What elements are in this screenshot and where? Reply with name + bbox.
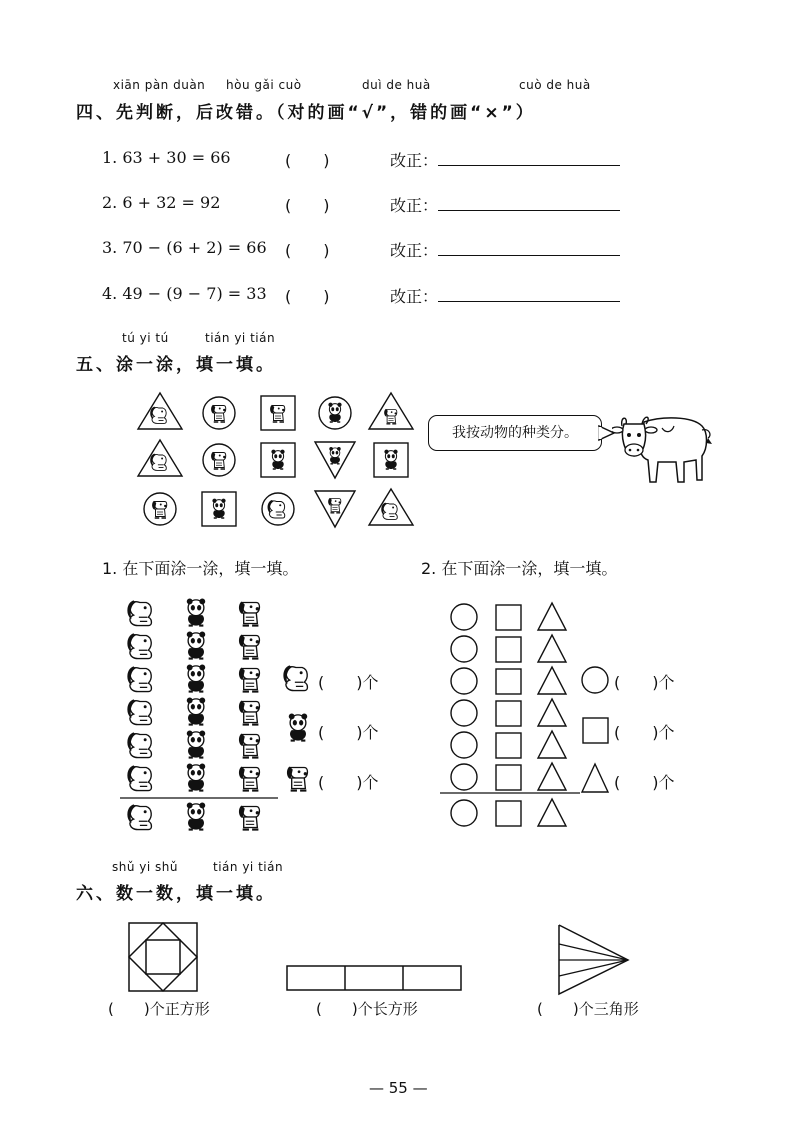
count-rectangles-question[interactable]: ( )个长方形 (316, 1000, 418, 1018)
square-icon[interactable] (496, 733, 521, 758)
panda-icon[interactable] (187, 764, 205, 791)
panda-count[interactable]: ( )个 (318, 723, 379, 742)
triangle-icon[interactable] (538, 635, 566, 662)
square-icon (583, 718, 608, 743)
judge-item-3: 3. 70 − (6 + 2) = 66 (102, 238, 267, 257)
square-icon[interactable] (496, 605, 521, 630)
rectangles-figure (285, 964, 465, 994)
dog-icon[interactable] (239, 733, 260, 757)
triangle-dog-icon (369, 393, 413, 429)
triangle-icon[interactable] (538, 667, 566, 694)
circle-icon[interactable] (451, 732, 477, 758)
pinyin-hou-gai-cuo: hòu gǎi cuò (226, 78, 302, 92)
square-icon[interactable] (496, 765, 521, 790)
square-icon[interactable] (496, 701, 521, 726)
squirrel-icon[interactable] (127, 804, 151, 829)
panda-icon[interactable] (187, 731, 205, 758)
triangle-icon (582, 764, 608, 792)
triangle-squirrel-icon (138, 440, 182, 476)
correction-2[interactable] (390, 193, 620, 216)
count-triangles-question[interactable]: ( )个三角形 (537, 1000, 639, 1018)
squirrel-icon[interactable] (127, 600, 151, 625)
triangle-icon[interactable] (538, 731, 566, 758)
circle-icon[interactable] (451, 764, 477, 790)
squirrel-icon[interactable] (127, 732, 151, 757)
animal-shape-grid (130, 388, 430, 538)
triangle-squirrel-icon (138, 393, 182, 429)
judge-answer-1[interactable]: ( ) (285, 151, 330, 170)
panda-icon[interactable] (187, 665, 205, 692)
square-dog-icon (261, 396, 295, 430)
square-panda-icon (261, 443, 295, 477)
triangle-icon[interactable] (538, 799, 566, 826)
panda-icon[interactable] (187, 803, 205, 830)
cow-icon (612, 408, 716, 492)
dog-icon[interactable] (239, 634, 260, 658)
correction-4[interactable] (390, 284, 620, 307)
judge-answer-4[interactable]: ( ) (285, 287, 330, 306)
square-icon[interactable] (496, 669, 521, 694)
dog-icon[interactable] (239, 601, 260, 625)
dog-icon[interactable] (239, 805, 260, 829)
section5-title: 五、涂一涂，填一填。 (76, 355, 276, 375)
triangle-count[interactable]: ( )个 (614, 773, 675, 792)
count-squares-question[interactable]: ( )个正方形 (108, 1000, 210, 1018)
panda-icon[interactable] (187, 599, 205, 626)
legend-icons (282, 660, 318, 800)
pinyin-tian-yi-tian: tián yi tián (213, 860, 284, 874)
square-panda-icon (374, 443, 408, 477)
legend-shapes (578, 660, 614, 800)
section4-title: 四、先判断，后改错。（对的画“√”，错的画“×”） (76, 103, 536, 123)
squirrel-icon[interactable] (127, 633, 151, 658)
triangles-figure (556, 922, 632, 998)
judge-answer-3[interactable]: ( ) (285, 241, 330, 260)
pinyin-cuo-de-hua: cuò de huà (519, 78, 591, 92)
squirrel-icon[interactable] (127, 666, 151, 691)
circle-dog-icon (144, 493, 176, 525)
circle-squirrel-icon (262, 493, 294, 525)
panda-icon[interactable] (187, 698, 205, 725)
pinyin-dui-de-hua: duì de huà (362, 78, 431, 92)
shape-pictograph (440, 595, 590, 835)
square-count[interactable]: ( )个 (614, 723, 675, 742)
nested-squares-figure (126, 920, 202, 996)
judge-item-1: 1. 63 + 30 = 66 (102, 148, 231, 167)
judge-item-4: 4. 49 − (9 − 7) = 33 (102, 284, 267, 303)
correction-label: 改正： (390, 196, 439, 215)
inverted-triangle-panda-icon (315, 442, 355, 478)
pinyin-xian-pan-duan: xiān pàn duàn (113, 78, 206, 92)
correction-1[interactable] (390, 148, 620, 171)
square-panda-icon (202, 492, 236, 526)
circle-dog-icon (203, 444, 235, 476)
squirrel-icon[interactable] (127, 765, 151, 790)
circle-icon[interactable] (451, 636, 477, 662)
dog-icon[interactable] (239, 667, 260, 691)
circle-icon (582, 667, 608, 693)
panda-icon[interactable] (187, 632, 205, 659)
triangle-squirrel-icon (369, 489, 413, 525)
dog-icon[interactable] (239, 700, 260, 724)
triangle-icon[interactable] (538, 603, 566, 630)
correction-label: 改正： (390, 287, 439, 306)
squirrel-icon[interactable] (127, 699, 151, 724)
dog-count[interactable]: ( )个 (318, 773, 379, 792)
circle-panda-icon (319, 397, 351, 429)
correction-label: 改正： (390, 241, 439, 260)
page-number: — 55 — (369, 1079, 428, 1097)
square-icon[interactable] (496, 801, 521, 826)
pinyin-tian-yi-tian: tián yi tián (205, 331, 276, 345)
judge-answer-2[interactable]: ( ) (285, 196, 330, 215)
correction-label: 改正： (390, 151, 439, 170)
circle-icon[interactable] (451, 700, 477, 726)
correction-3[interactable] (390, 238, 620, 261)
sub-question-2: 2. 在下面涂一涂，填一填。 (421, 559, 618, 578)
pinyin-shu-yi-shu: shǔ yi shǔ (112, 860, 178, 874)
correction-line[interactable] (438, 194, 620, 211)
correction-line[interactable] (438, 239, 620, 256)
pinyin-tu-yi-tu: tú yi tú (122, 331, 169, 345)
inverted-triangle-dog-icon (315, 491, 355, 527)
correction-line[interactable] (438, 149, 620, 166)
squirrel-count[interactable]: ( )个 (318, 673, 379, 692)
triangle-icon[interactable] (538, 699, 566, 726)
square-icon[interactable] (496, 637, 521, 662)
speech-bubble: 我按动物的种类分。 (428, 415, 602, 451)
circle-icon[interactable] (451, 800, 477, 826)
circle-count[interactable]: ( )个 (614, 673, 675, 692)
dog-icon[interactable] (239, 766, 260, 790)
judge-item-2: 2. 6 + 32 = 92 (102, 193, 221, 212)
sub-question-1: 1. 在下面涂一涂，填一填。 (102, 559, 299, 578)
section6-title: 六、数一数，填一填。 (76, 884, 276, 904)
correction-line[interactable] (438, 285, 620, 302)
triangle-icon[interactable] (538, 763, 566, 790)
circle-icon[interactable] (451, 668, 477, 694)
circle-icon[interactable] (451, 604, 477, 630)
circle-dog-icon (203, 397, 235, 429)
